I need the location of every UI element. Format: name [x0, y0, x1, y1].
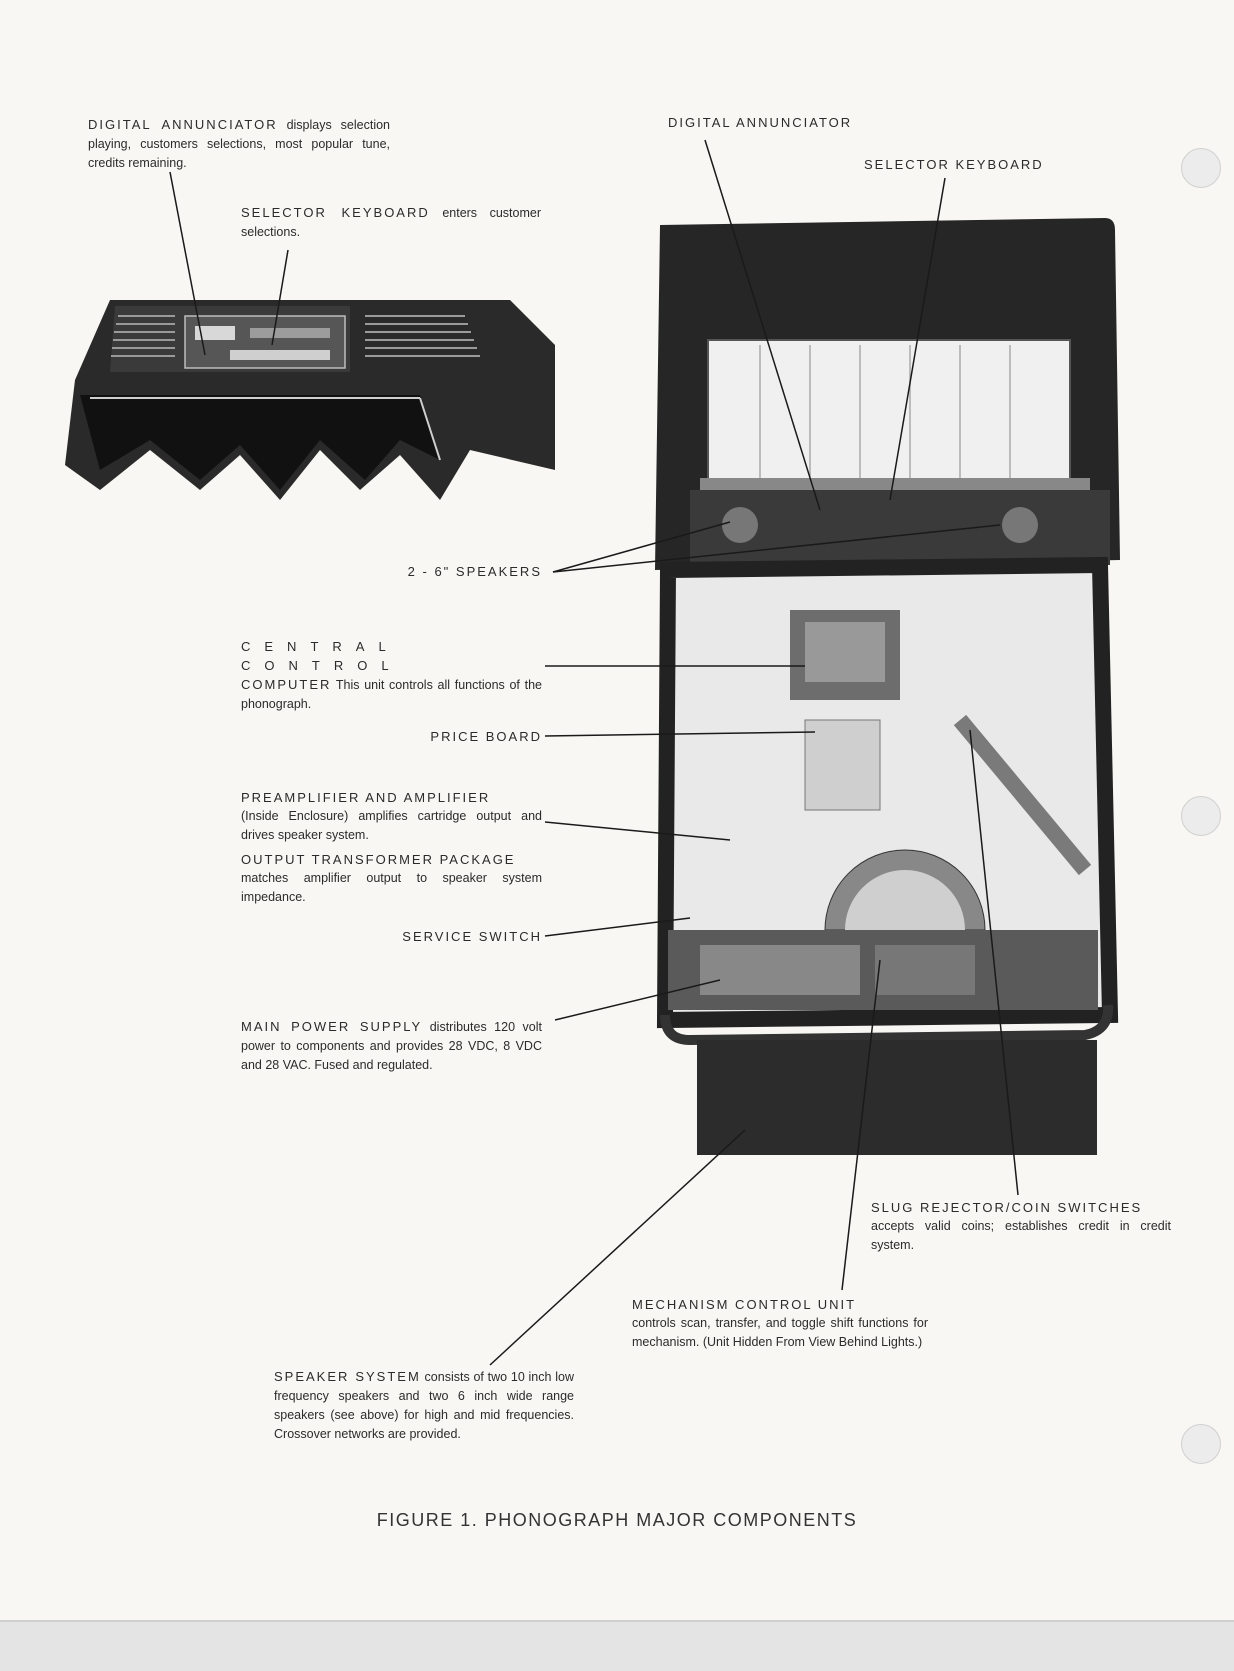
selector-keyboard-text: enters customer selections. — [241, 206, 541, 239]
mechanism-control-description — [632, 1295, 928, 1352]
main-power-supply-description — [241, 1017, 542, 1075]
speakers-label: 2 - 6" SPEAKERS — [407, 564, 542, 579]
service-switch-label: SERVICE SWITCH — [402, 929, 542, 944]
main-power-supply-title: MAIN POWER SUPPLY — [241, 1019, 423, 1034]
mechanism-control-text: controls scan, transfer, and toggle shift functions for mechanism. (Unit Hidden From View Behind Lights.) — [632, 1316, 928, 1349]
preamplifier-title: PREAMPLIFIER AND AMPLIFIER — [241, 790, 491, 805]
main-power-supply-text: distributes 120 volt power to components and provides 28 VDC, 8 VDC and 28 VAC. Fused and regulated. — [241, 1020, 542, 1072]
digital-annunciator-description — [88, 115, 390, 173]
slug-rejector-description — [871, 1198, 1171, 1255]
speaker-system-description — [274, 1367, 574, 1444]
speaker-system-text: consists of two 10 inch low frequency speakers and two 6 inch wide range speakers (see above) for high and mid frequencies. Crossover networks are provided. — [274, 1370, 574, 1441]
speaker-system-title: SPEAKER SYSTEM — [274, 1369, 421, 1384]
central-control-title: CENTRAL CONTROL — [241, 639, 403, 673]
digital-annunciator-title: DIGITAL ANNUNCIATOR — [88, 117, 278, 132]
output-transformer-title: OUTPUT TRANSFORMER PACKAGE — [241, 852, 516, 867]
phonograph-cabinet-photo — [655, 218, 1120, 1155]
figure-caption: FIGURE 1. PHONOGRAPH MAJOR COMPONENTS — [376, 1510, 858, 1530]
mechanism-control-title: MECHANISM CONTROL UNIT — [632, 1297, 857, 1312]
selector-keyboard-top-label: SELECTOR KEYBOARD — [864, 157, 1044, 172]
central-control-description — [241, 637, 542, 714]
digital-annunciator-top-label: DIGITAL ANNUNCIATOR — [668, 115, 853, 130]
output-transformer-description — [241, 850, 542, 907]
digital-annunciator-text: displays selection playing, customers selections, most popular tune, credits remaining. — [88, 118, 390, 170]
central-control-text: This unit controls all functions of the phonograph. — [241, 678, 542, 711]
preamplifier-text: (Inside Enclosure) amplifies cartridge output and drives speaker system. — [241, 809, 542, 842]
slug-rejector-title: SLUG REJECTOR/COIN SWITCHES — [871, 1200, 1143, 1215]
price-board-label: PRICE BOARD — [430, 729, 542, 744]
selector-keyboard-title: SELECTOR KEYBOARD — [241, 205, 430, 220]
output-transformer-text: matches amplifier output to speaker system impedance. — [241, 871, 542, 904]
preamplifier-description — [241, 788, 542, 845]
selector-keyboard-description — [241, 203, 541, 242]
console-top-photo — [65, 300, 555, 500]
central-control-title2: COMPUTER — [241, 677, 332, 692]
slug-rejector-text: accepts valid coins; establishes credit in credit system. — [871, 1219, 1171, 1252]
